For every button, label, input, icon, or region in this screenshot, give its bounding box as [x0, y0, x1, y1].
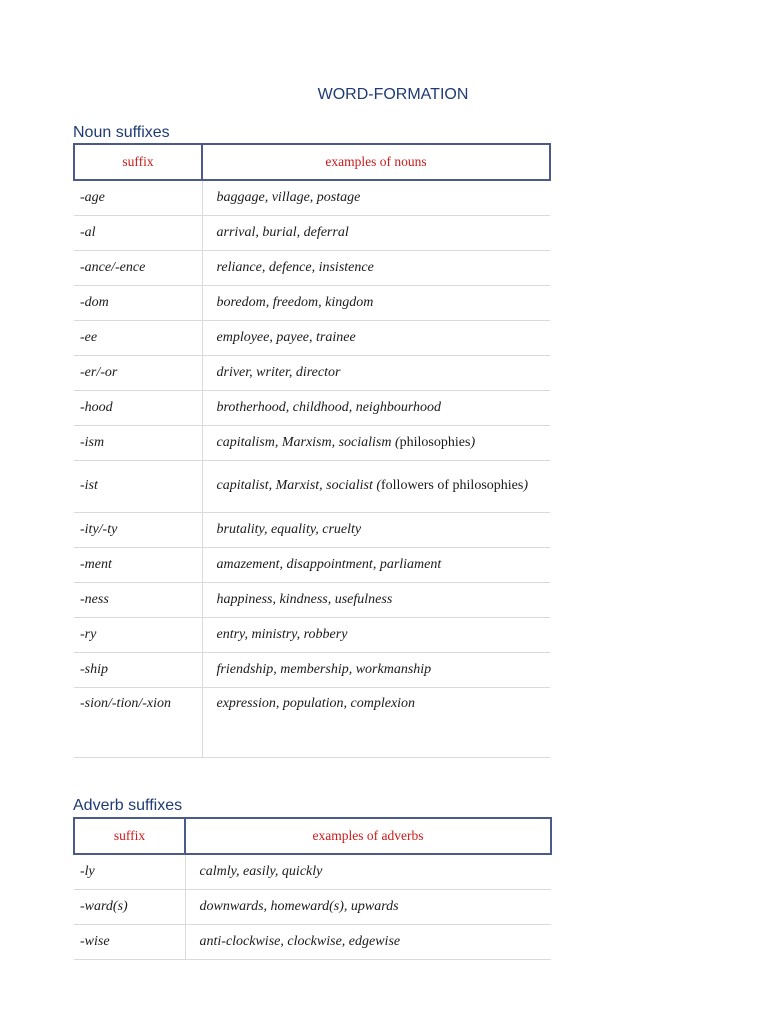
- closing-paren: ): [470, 434, 476, 450]
- examples-cell: entry, ministry, robbery: [202, 617, 550, 652]
- suffix-cell: -ship: [74, 652, 202, 687]
- noun-suffixes-heading: Noun suffixes: [73, 124, 170, 141]
- suffix-cell: -sion/-tion/-xion: [74, 687, 202, 757]
- examples-cell: brutality, equality, cruelty: [202, 512, 550, 547]
- closing-paren: ): [523, 478, 528, 493]
- examples-cell: boredom, freedom, kingdom: [202, 285, 550, 320]
- table-row: [74, 390, 550, 425]
- examples-cell: baggage, village, postage: [202, 180, 550, 215]
- table-row: [74, 425, 550, 460]
- examples-cell: downwards, homeward(s), upwards: [185, 889, 551, 924]
- table-row: [74, 512, 550, 547]
- examples-cell: brotherhood, childhood, neighbourhood: [202, 390, 550, 425]
- examples-cell: happiness, kindness, usefulness: [202, 582, 550, 617]
- examples-cell: [202, 425, 550, 460]
- examples-cell: [202, 460, 550, 512]
- suffix-cell: -dom: [74, 285, 202, 320]
- usage-note: philosophies: [399, 434, 471, 450]
- suffix-cell: -er/-or: [74, 355, 202, 390]
- column-header-suffix: suffix: [74, 144, 202, 180]
- suffix-cell: -ism: [74, 425, 202, 460]
- table-row: [74, 547, 550, 582]
- adverb-suffixes-heading: Adverb suffixes: [73, 797, 183, 814]
- table-row: [74, 285, 550, 320]
- suffix-cell: -ry: [74, 617, 202, 652]
- column-header-suffix: suffix: [74, 818, 185, 854]
- table-row: [74, 617, 550, 652]
- suffix-cell: -ward(s): [74, 889, 185, 924]
- suffix-cell: -al: [74, 215, 202, 250]
- adverb-suffix-table: [73, 817, 552, 960]
- table-row: [74, 687, 550, 757]
- table-row: [74, 320, 550, 355]
- examples-cell: driver, writer, director: [202, 355, 550, 390]
- suffix-cell: -ment: [74, 547, 202, 582]
- suffix-cell: -wise: [74, 924, 185, 959]
- table-header-row: [74, 144, 550, 180]
- examples-cell: calmly, easily, quickly: [185, 854, 551, 889]
- table-row: [74, 215, 550, 250]
- suffix-cell: -ist: [74, 460, 202, 512]
- examples-text: capitalist, Marxist, socialist (: [216, 478, 381, 493]
- table-row: [74, 924, 551, 959]
- document-title: WORD-FORMATION: [317, 86, 469, 103]
- examples-cell: amazement, disappointment, parliament: [202, 547, 550, 582]
- table-header-row: [74, 818, 551, 854]
- suffix-cell: -ly: [74, 854, 185, 889]
- examples-cell: friendship, membership, workmanship: [202, 652, 550, 687]
- examples-cell: employee, payee, trainee: [202, 320, 550, 355]
- usage-note: followers of philosophies: [381, 478, 524, 493]
- table-row: [74, 460, 550, 512]
- table-row: [74, 889, 551, 924]
- noun-suffix-table: [73, 143, 551, 758]
- column-header-examples: examples of adverbs: [185, 818, 551, 854]
- table-row: [74, 355, 550, 390]
- suffix-cell: -ance/-ence: [74, 250, 202, 285]
- column-header-examples: examples of nouns: [202, 144, 550, 180]
- table-row: [74, 854, 551, 889]
- suffix-cell: -ness: [74, 582, 202, 617]
- examples-cell: expression, population, complexion: [202, 687, 550, 757]
- examples-cell: reliance, defence, insistence: [202, 250, 550, 285]
- suffix-cell: -age: [74, 180, 202, 215]
- table-row: [74, 180, 550, 215]
- suffix-cell: -ity/-ty: [74, 512, 202, 547]
- suffix-cell: -hood: [74, 390, 202, 425]
- suffix-cell: -ee: [74, 320, 202, 355]
- examples-text: capitalism, Marxism, socialism (: [216, 434, 400, 450]
- examples-cell: anti-clockwise, clockwise, edgewise: [185, 924, 551, 959]
- examples-cell: arrival, burial, deferral: [202, 215, 550, 250]
- table-row: [74, 582, 550, 617]
- table-row: [74, 652, 550, 687]
- table-row: [74, 250, 550, 285]
